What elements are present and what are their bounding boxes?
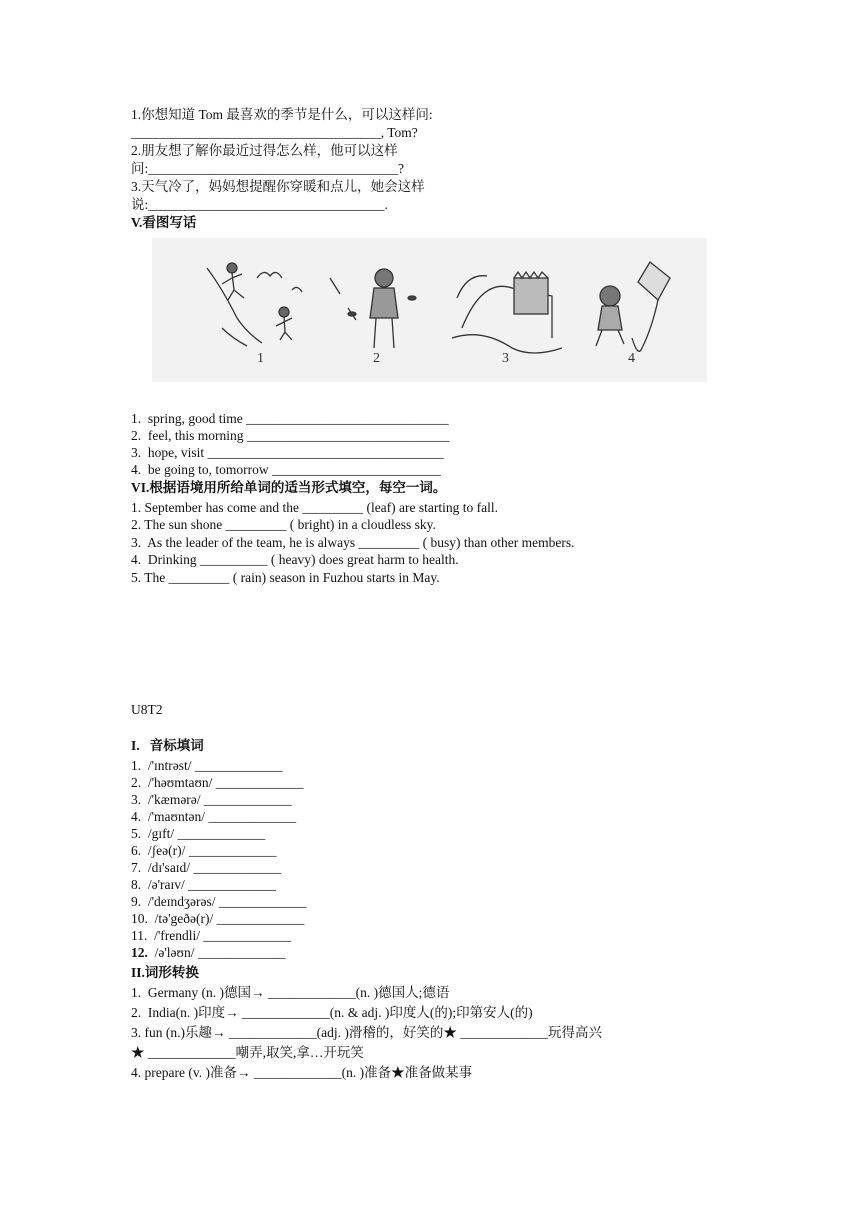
section-i-item-1: 1. /'ɪntrəst/ _____________	[131, 758, 283, 773]
q3-line2: 说:___________________________________.	[131, 197, 388, 212]
section-i-item-10: 10. /tə'geðə(r)/ _____________	[131, 911, 305, 926]
section-i-item-3: 3. /'kæmərə/ _____________	[131, 792, 292, 807]
section-i-item-11: 11. /'frendli/ _____________	[131, 928, 292, 943]
section-i-item-4: 4. /'maʊntən/ _____________	[131, 809, 297, 824]
section-ii-heading: II.词形转换	[131, 965, 199, 980]
section-i-heading: I. 音标填词	[131, 738, 204, 753]
picture-number-2: 2	[373, 351, 380, 366]
section-ii-item-3-cont: ★ _____________嘲弄,取笑,拿…开玩笑	[131, 1045, 364, 1060]
section-v-item-4: 4. be going to, tomorrow _________________________	[131, 462, 441, 477]
picture-number-4: 4	[628, 351, 635, 366]
section-vi-item-5: 5. The _________ ( rain) season in Fuzhou starts in May.	[131, 570, 440, 585]
section-i-item-9: 9. /'deɪndʒərəs/ _____________	[131, 894, 307, 909]
q1-line1: 1.你想知道 Tom 最喜欢的季节是什么，可以这样问:	[131, 107, 433, 122]
section-vi-item-2: 2. The sun shone _________ ( bright) in a cloudless sky.	[131, 517, 436, 532]
section-ii-item-2: 2. India(n. )印度→ _____________(n. & adj. )印度人(的);印第安人(的)	[131, 1005, 533, 1020]
section-vi-item-4: 4. Drinking __________ ( heavy) does great harm to health.	[131, 552, 459, 567]
section-v-item-2: 2. feel, this morning ______________________________	[131, 428, 450, 443]
section-i-item-12	[131, 944, 286, 961]
unit-label: U8T2	[131, 702, 163, 717]
picture-number-3: 3	[502, 351, 509, 366]
section-vi-item-3: 3. As the leader of the team, he is always _________ ( busy) than other members.	[131, 535, 575, 550]
q2-line2: 问:_____________________________________?	[131, 161, 404, 176]
leaves-picture	[330, 269, 416, 348]
climbing-picture	[207, 263, 302, 346]
section-i-item-7: 7. /dɪ'saɪd/ _____________	[131, 860, 282, 875]
kite-picture	[596, 262, 670, 351]
section-v-item-3: 3. hope, visit ___________________________________	[131, 445, 444, 460]
section-ii-item-4: 4. prepare (v. )准备→ _____________(n. )准备★准备做某事	[131, 1065, 473, 1080]
section-v-heading: V.看图写话	[131, 215, 197, 230]
section-vi-heading: VI.根据语境用所给单词的适当形式填空，每空一词。	[131, 480, 447, 495]
section-i-item-5: 5. /gɪft/ _____________	[131, 826, 266, 841]
section-v-item-1: 1. spring, good time ______________________________	[131, 411, 449, 426]
item-12-text: /ə'ləʊn/ _____________	[147, 945, 286, 960]
item-12-number: 12.	[131, 945, 148, 960]
section-ii-item-3: 3. fun (n.)乐趣→ _____________(adj. )滑稽的，好笑的★ _____________玩得高兴	[131, 1025, 602, 1040]
picture-strip	[152, 238, 707, 382]
q1-line2: _____________________________________, Tom?	[131, 125, 418, 140]
great-wall-picture	[452, 272, 562, 353]
section-i-item-6: 6. /ʃeə(r)/ _____________	[131, 843, 277, 858]
section-vi-item-1: 1. September has come and the _________ (leaf) are starting to fall.	[131, 500, 499, 515]
q3-line1: 3.天气冷了，妈妈想提醒你穿暖和点儿，她会这样	[131, 179, 425, 194]
section-i-item-2: 2. /'həʊmtaʊn/ _____________	[131, 775, 304, 790]
section-i-item-8: 8. /ə'raɪv/ _____________	[131, 877, 276, 892]
q2-line1: 2.朋友想了解你最近过得怎么样，他可以这样	[131, 143, 398, 158]
picture-number-1: 1	[257, 351, 264, 366]
section-ii-item-1: 1. Germany (n. )德国→ _____________(n. )德国人;德语	[131, 985, 450, 1000]
